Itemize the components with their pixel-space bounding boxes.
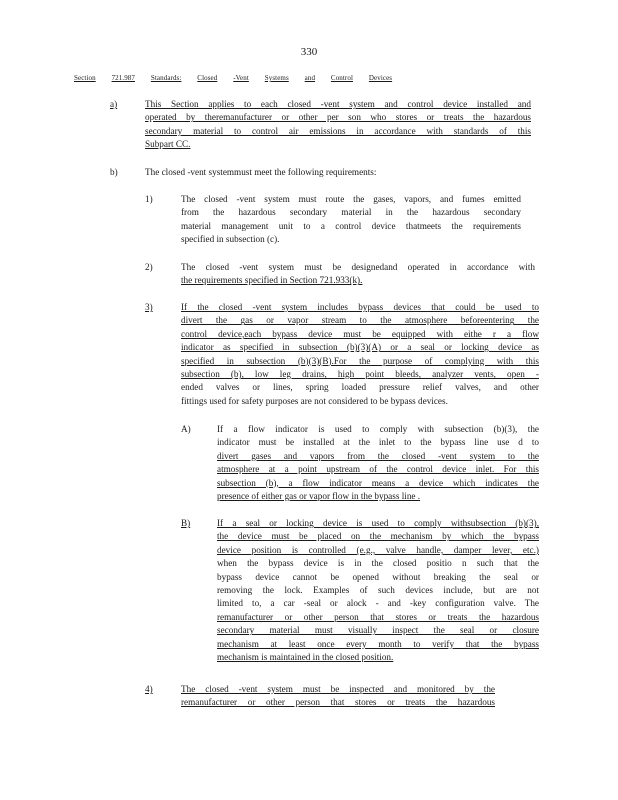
heading-word: Closed — [197, 74, 218, 82]
text-line: mechanism is maintained in the closed position. — [217, 652, 394, 663]
item-b3A-label: A) — [181, 424, 191, 434]
text-line: ended valves or lines, spring loaded pressure relief valves, and other — [181, 382, 539, 393]
item-b-label: b) — [110, 167, 118, 177]
text-line: presence of either gas or vapor flow in the bypass line . — [217, 491, 421, 502]
text-line: If a flow indicator is used to comply with subsection (b)(3), the — [217, 424, 539, 434]
text-line: from the hazardous secondary material in the hazardous secondary — [181, 207, 521, 218]
section-label: Section — [74, 74, 96, 82]
text-line: atmosphere at a point upstream of the control device inlet. For this — [217, 464, 539, 475]
text-line: divert the gas or vapor stream to the atmosphere beforeentering the — [181, 315, 539, 326]
item-a-text — [145, 98, 531, 152]
text-line: Subpart CC. — [145, 139, 191, 150]
text-line: remanufacturer or other person that stores or treats the hazardous — [181, 697, 495, 708]
item-b1-text — [181, 193, 521, 247]
text-line: the device must be placed on the mechanism by which the bypass — [217, 531, 539, 542]
item-b3B-label: B) — [181, 518, 191, 528]
text-line: limited to, a car -seal or alock - and -key configuration valve. The — [217, 598, 539, 609]
text-line: The closed -vent system must be designedand operated in accordance with — [181, 262, 535, 272]
item-b3-label: 3) — [145, 302, 153, 312]
heading-word: Devices — [368, 74, 393, 82]
item-b2-text — [181, 261, 535, 288]
section-heading — [74, 74, 406, 82]
page-number: 330 — [300, 46, 318, 58]
text-line: remanufacturer or other person that stores or treats the hazardous — [217, 611, 539, 622]
text-line: indicator as specified in subsection (b)(3)(A) or a seal or locking device as — [181, 342, 539, 353]
text-line: mechanism at least once every month to verify that the bypass — [217, 638, 539, 649]
text-line: fittings used for safety purposes are not considered to be bypass devices. — [181, 395, 448, 406]
item-b-text — [145, 166, 531, 179]
text-line: removing the lock. Examples of such devices include, but are not — [217, 585, 539, 596]
text-line: If a seal or locking device is used to comply withsubsection (b)(3), — [217, 518, 539, 528]
heading-word: -Vent — [233, 74, 249, 82]
item-b3B-text — [217, 517, 539, 664]
text-line: specified in subsection (c). — [181, 234, 280, 245]
text-line: secondary material to control air emissions in accordance with standards of this — [145, 125, 531, 136]
heading-word: Systems — [264, 74, 289, 82]
text-line: operated by theremanufacturer or other per son who stores or treats the hazardous — [145, 112, 531, 123]
item-b4-label: 4) — [145, 684, 153, 694]
heading-word: Control — [330, 74, 354, 82]
heading-word: Standards: — [150, 74, 182, 82]
text-line: The closed -vent system must be inspected and monitored by the — [181, 684, 495, 694]
text-line: subsection (b), a flow indicator means a device which indicates the — [217, 477, 539, 488]
section-number: 721.987 — [111, 74, 136, 82]
text-line: If the closed -vent system includes bypass devices that could be used to — [181, 302, 539, 312]
text-line: device position is controlled (e.g., valve handle, damper lever, etc.) — [217, 544, 539, 555]
text-line: when the bypass device is in the closed positio n such that the — [217, 558, 539, 569]
text-line: the requirements specified in Section 721.933(k). — [181, 275, 363, 286]
text-line: indicator must be installed at the inlet to the bypass line use d to — [217, 437, 539, 448]
text-line: The closed -vent systemmust meet the following requirements: — [145, 167, 377, 177]
text-line: material management unit to a control device thatmeets the requirements — [181, 220, 521, 231]
item-b3-text — [181, 301, 539, 408]
item-b3A-text — [217, 423, 539, 503]
text-line: specified in subsection (b)(3)(B).For the purpose of complying with this — [181, 355, 539, 366]
item-b1-label: 1) — [145, 194, 153, 204]
text-line: divert gases and vapors from the closed -vent system to the — [217, 450, 539, 461]
text-line: This Section applies to each closed -vent system and control device installed and — [145, 99, 531, 109]
text-line: bypass device cannot be opened without breaking the seal or — [217, 571, 539, 582]
item-b2-label: 2) — [145, 262, 153, 272]
text-line: control device,each bypass device must be equipped with eithe r a flow — [181, 328, 539, 339]
text-line: secondary material must visually inspect the seal or closure — [217, 625, 539, 636]
text-line: The closed -vent system must route the gases, vapors, and fumes emitted — [181, 194, 521, 204]
heading-word: and — [304, 74, 316, 82]
text-line: subsection (b), low leg drains, high point bleeds, analyzer vents, open - — [181, 369, 539, 380]
item-a-label: a) — [110, 99, 118, 109]
item-b4-text — [181, 683, 495, 710]
